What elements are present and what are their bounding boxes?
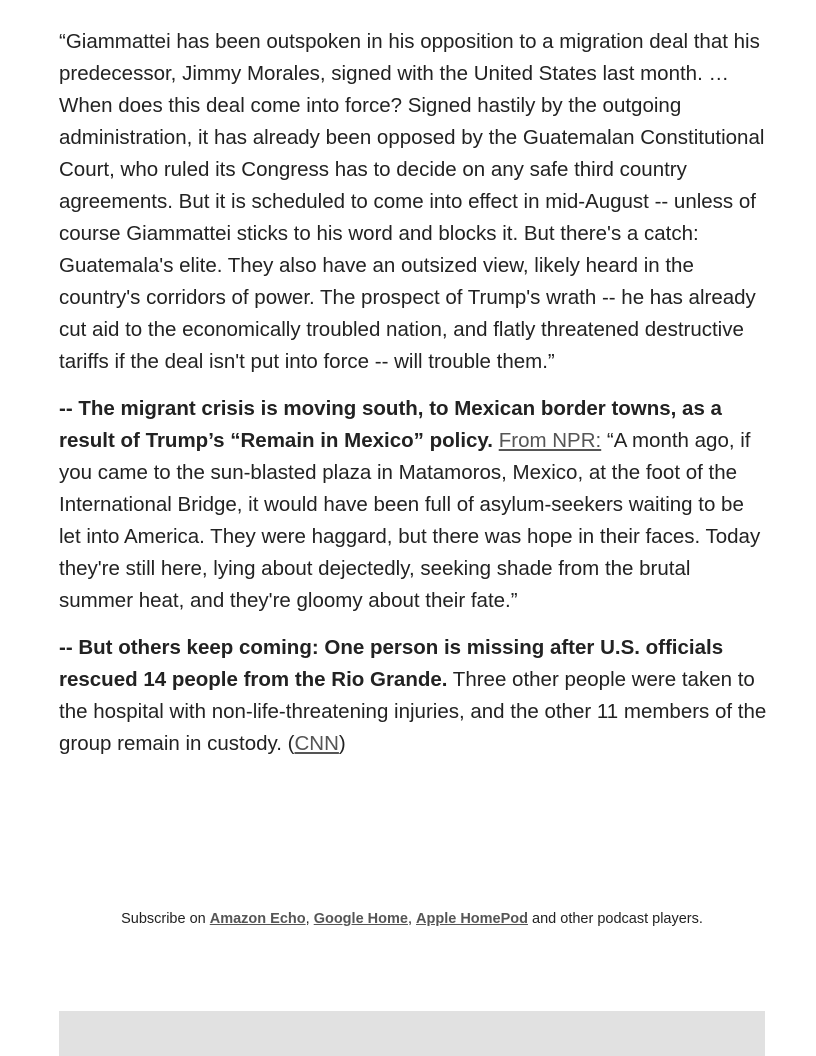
npr-source-link[interactable]: From NPR:	[498, 429, 602, 452]
article-body	[59, 26, 769, 775]
apple-homepod-link[interactable]: Apple HomePod	[416, 911, 528, 927]
quote-paragraph: “Giammattei has been outspoken in his opposition to a migration deal that his predecessor, Jimmy Morales, signed with the United States last month. … When does this deal come into force? Signed hastily by the outgoing administration, it has already been opposed by the Guatemalan Constitutional Court, who ruled its Congress has to decide on any safe third country agreements. But it is scheduled to come into effect in mid-August -- unless of course Giammattei sticks to his word and blocks it. But there's a catch: Guatemala's elite. They also have an outsized view, likely heard in the country's corridors of power. The prospect of Trump's wrath -- he has already cut aid to the economically troubled nation, and flatly threatened destructive tariffs if the deal isn't put into force -- will trouble them.”	[59, 30, 765, 373]
subscribe-separator: ,	[407, 911, 417, 927]
migrant-crisis-headline: -- The migrant crisis is moving south, to Mexican border towns, as a result of Trump’s “Remain in Mexico” policy.	[59, 397, 722, 452]
rescue-close-paren: )	[338, 732, 346, 755]
amazon-echo-link[interactable]: Amazon Echo	[209, 911, 306, 927]
subscribe-suffix: and other podcast players.	[528, 911, 703, 927]
rescue-headline: -- But others keep coming: One person is missing after U.S. officials rescued 14 people from the Rio Grande.	[59, 636, 724, 691]
migrant-crisis-body: “A month ago, if you came to the sun-blasted plaza in Matamoros, Mexico, at the foot of the International Bridge, it would have been full of asylum-seekers waiting to be let into America. They were haggard, but there was hope in their faces. Today they're still here, lying about dejectedly, seeking shade from the brutal summer heat, and they're gloomy about their fate.”	[59, 429, 761, 612]
subscribe-separator: ,	[305, 911, 314, 927]
subscribe-prefix: Subscribe on	[121, 911, 210, 927]
rescue-body: Three other people were taken to the hospital with non-life-threatening injuries, and the other 11 members of the group remain in custody. (	[59, 668, 767, 755]
google-home-link[interactable]: Google Home	[313, 911, 408, 927]
subscribe-line	[59, 903, 765, 935]
migrant-crisis-item	[59, 393, 769, 617]
cnn-source-link[interactable]: CNN	[294, 732, 339, 755]
footer-gray-bar	[59, 1011, 765, 1056]
rescue-item	[59, 632, 769, 760]
